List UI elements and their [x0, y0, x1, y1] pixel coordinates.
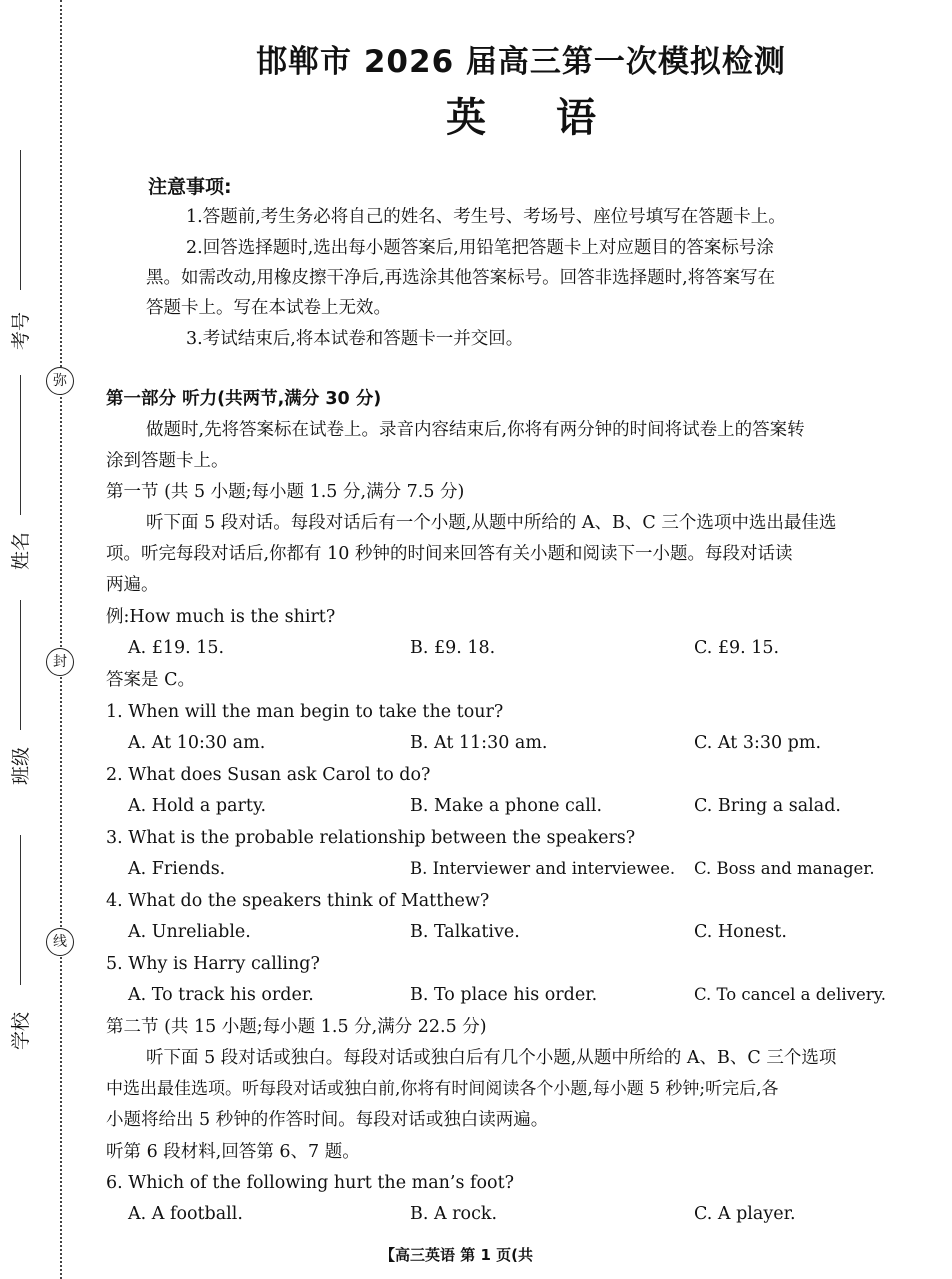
part1-intro: 做题时,先将答案标在试卷上。录音内容结束后,你将有两分钟的时间将试卷上的答案转 — [146, 420, 805, 440]
seal-mi: 弥 — [46, 367, 74, 395]
q2-option-b[interactable]: B. Make a phone call. — [410, 796, 603, 816]
q6-option-a[interactable]: A. A football. — [128, 1204, 243, 1224]
q6-option-b[interactable]: B. A rock. — [410, 1204, 498, 1224]
page-footer: 【高三英语 第 1 页(共 — [380, 1246, 533, 1264]
section2-instr: 听下面 5 段对话或独白。每段对话或独白后有几个小题,从题中所给的 A、B、C 三个选项 — [146, 1048, 837, 1068]
question-5: 5. Why is Harry calling? — [106, 954, 320, 974]
school-field[interactable] — [2, 835, 42, 1055]
q5-option-c[interactable]: C. To cancel a delivery. — [694, 985, 886, 1004]
notice-item-1: 1.答题前,考生务必将自己的姓名、考生号、考场号、座位号填写在答题卡上。 — [186, 207, 786, 227]
exam-number-label: 考号 — [10, 311, 32, 350]
part1-heading: 第一部分 听力(共两节,满分 30 分) — [106, 389, 382, 409]
name-label: 姓名 — [10, 531, 32, 570]
notice-item-2-cont: 黑。如需改动,用橡皮擦干净后,再选涂其他答案标号。回答非选择题时,将答案写在 — [146, 268, 776, 288]
class-label: 班级 — [10, 746, 32, 785]
section2-instr-cont: 中选出最佳选项。听每段对话或独白前,你将有时间阅读各个小题,每小题 5 秒钟;听完后,各 — [106, 1079, 779, 1099]
notice-heading: 注意事项: — [148, 176, 232, 198]
q5-option-b[interactable]: B. To place his order. — [410, 985, 598, 1005]
q1-option-a[interactable]: A. At 10:30 am. — [128, 733, 266, 753]
section2-heading: 第二节 (共 15 小题;每小题 1.5 分,满分 22.5 分) — [106, 1017, 487, 1037]
notice-item-2: 2.回答选择题时,选出每小题答案后,用铅笔把答题卡上对应题目的答案标号涂 — [186, 238, 774, 258]
q3-option-b[interactable]: B. Interviewer and interviewee. — [410, 859, 676, 878]
school-blank — [20, 835, 21, 985]
material-6-note: 听第 6 段材料,回答第 6、7 题。 — [106, 1142, 360, 1162]
question-1: 1. When will the man begin to take the tour? — [106, 702, 504, 722]
section1-instr-end: 两遍。 — [106, 575, 159, 595]
q4-option-c[interactable]: C. Honest. — [694, 922, 787, 942]
class-field[interactable] — [2, 600, 42, 800]
part1-intro-cont: 涂到答题卡上。 — [106, 451, 229, 471]
seal-xian: 线 — [46, 928, 74, 956]
question-4: 4. What do the speakers think of Matthew? — [106, 891, 490, 911]
q1-option-c[interactable]: C. At 3:30 pm. — [694, 733, 822, 753]
example-option-b[interactable]: B. £9. 18. — [410, 638, 496, 658]
name-field[interactable] — [2, 375, 42, 585]
section1-heading: 第一节 (共 5 小题;每小题 1.5 分,满分 7.5 分) — [106, 482, 465, 502]
school-label: 学校 — [10, 1011, 32, 1050]
q5-option-a[interactable]: A. To track his order. — [128, 985, 314, 1005]
question-2: 2. What does Susan ask Carol to do? — [106, 765, 431, 785]
q3-option-c[interactable]: C. Boss and manager. — [694, 859, 875, 878]
subject-title: 英语 — [446, 95, 666, 141]
notice-item-2-end: 答题卡上。写在本试卷上无效。 — [146, 298, 391, 318]
section2-instr-end: 小题将给出 5 秒钟的作答时间。每段对话或独白读两遍。 — [106, 1110, 549, 1130]
q2-option-a[interactable]: A. Hold a party. — [128, 796, 267, 816]
seal-feng: 封 — [46, 648, 74, 676]
example-option-c[interactable]: C. £9. 15. — [694, 638, 780, 658]
notice-item-3: 3.考试结束后,将本试卷和答题卡一并交回。 — [186, 329, 524, 349]
name-blank — [20, 375, 21, 515]
q4-option-a[interactable]: A. Unreliable. — [128, 922, 251, 942]
q4-option-b[interactable]: B. Talkative. — [410, 922, 520, 942]
example-question: 例:How much is the shirt? — [106, 607, 336, 627]
binding-margin — [0, 0, 90, 1279]
example-option-a[interactable]: A. £19. 15. — [128, 638, 225, 658]
exam-title: 邯郸市 2026 届高三第一次模拟检测 — [256, 44, 786, 80]
section1-instr-cont: 项。听完每段对话后,你都有 10 秒钟的时间来回答有关小题和阅读下一小题。每段对话读 — [106, 544, 793, 564]
exam-number-field[interactable] — [2, 150, 42, 370]
q1-option-b[interactable]: B. At 11:30 am. — [410, 733, 548, 753]
example-answer: 答案是 C。 — [106, 670, 195, 690]
q3-option-a[interactable]: A. Friends. — [128, 859, 226, 879]
class-blank — [20, 600, 21, 730]
cut-line — [60, 0, 62, 1279]
exam-number-blank — [20, 150, 21, 290]
question-3: 3. What is the probable relationship between the speakers? — [106, 828, 636, 848]
q2-option-c[interactable]: C. Bring a salad. — [694, 796, 841, 816]
question-6: 6. Which of the following hurt the man’s foot? — [106, 1173, 514, 1193]
section1-instr: 听下面 5 段对话。每段对话后有一个小题,从题中所给的 A、B、C 三个选项中选出最佳选 — [146, 513, 837, 533]
q6-option-c[interactable]: C. A player. — [694, 1204, 796, 1224]
